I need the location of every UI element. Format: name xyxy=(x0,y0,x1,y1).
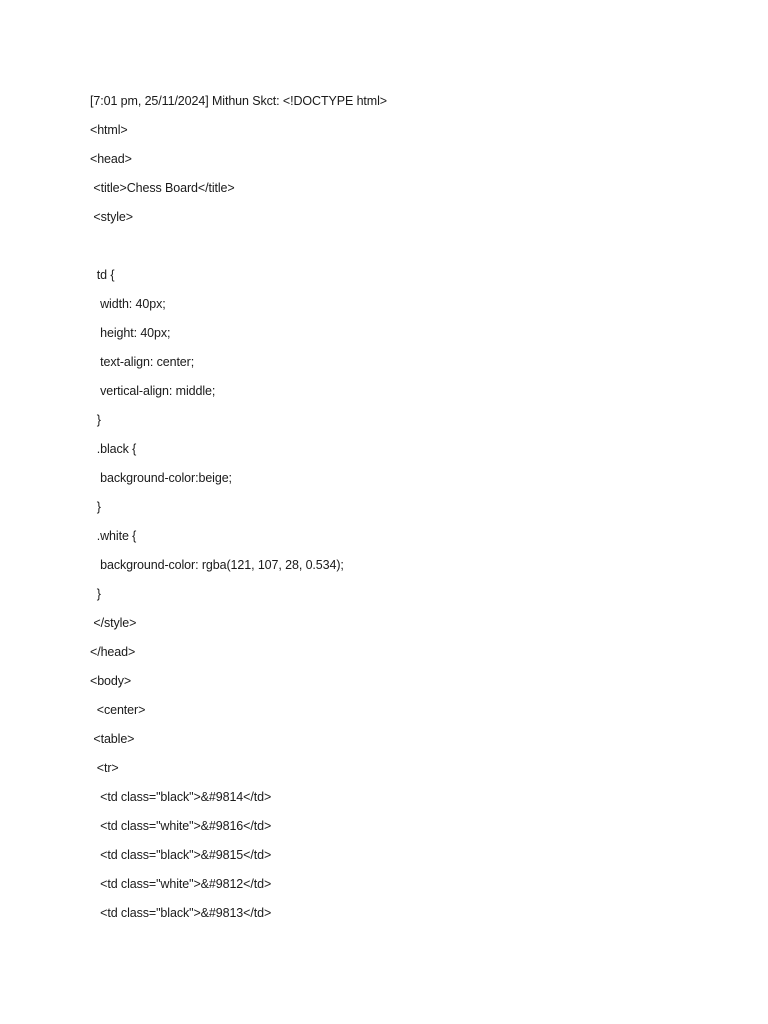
code-line: <td class="white">&#9812</td> xyxy=(90,877,272,891)
code-line: <center> xyxy=(90,703,146,717)
code-line: .white { xyxy=(90,529,137,543)
code-line: vertical-align: middle; xyxy=(90,384,216,398)
code-line: </head> xyxy=(90,645,136,659)
code-line: <html> xyxy=(90,123,128,137)
code-line: background-color:beige; xyxy=(90,471,232,485)
message-header-line: [7:01 pm, 25/11/2024] Mithun Skct: <!DOCTYPE html> xyxy=(90,94,387,108)
code-line: <td class="black">&#9815</td> xyxy=(90,848,272,862)
code-line: <style> xyxy=(90,210,133,224)
code-line: <td class="black">&#9813</td> xyxy=(90,906,272,920)
code-line: background-color: rgba(121, 107, 28, 0.534); xyxy=(90,558,344,572)
code-line: height: 40px; xyxy=(90,326,171,340)
code-line: width: 40px; xyxy=(90,297,166,311)
code-line: <tr> xyxy=(90,761,119,775)
code-line: } xyxy=(90,587,101,601)
code-line: <title>Chess Board</title> xyxy=(90,181,235,195)
code-line: <td class="white">&#9816</td> xyxy=(90,819,272,833)
blank-line xyxy=(90,232,730,261)
code-line: <body> xyxy=(90,674,132,688)
document-body xyxy=(90,87,730,928)
code-line: </style> xyxy=(90,616,137,630)
code-line: text-align: center; xyxy=(90,355,195,369)
code-line: <head> xyxy=(90,152,132,166)
code-line: <table> xyxy=(90,732,135,746)
code-line: <td class="black">&#9814</td> xyxy=(90,790,272,804)
code-line: .black { xyxy=(90,442,137,456)
code-line: } xyxy=(90,500,101,514)
code-line: td { xyxy=(90,268,115,282)
code-line: } xyxy=(90,413,101,427)
